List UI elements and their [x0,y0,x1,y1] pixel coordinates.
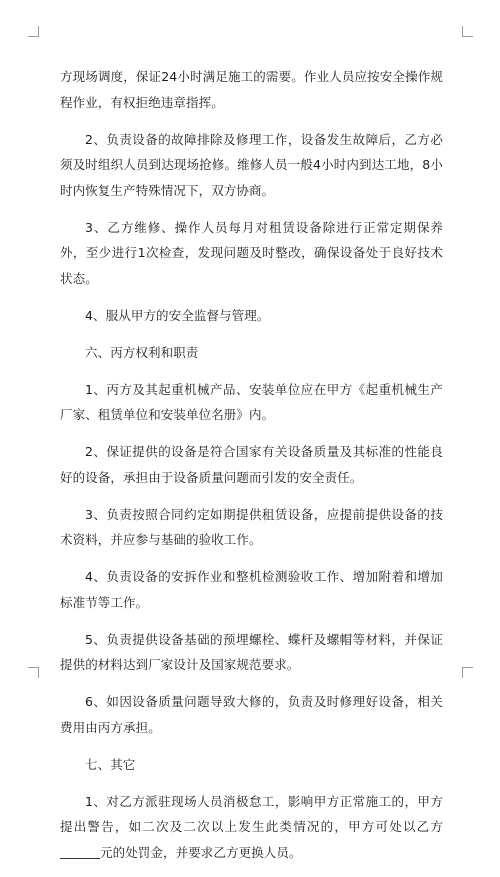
paragraph-7-1-part-1: 1、对乙方派驻现场人员消极怠工，影响甲方正常施工的，甲方提出警告，如二次及二次以上发生此类情况的，甲方可处以乙方 [60,793,443,834]
paragraph-7-1-part-2: 元的处罚金，并要求乙方更换人员。 [100,844,302,860]
document-body [60,64,443,877]
corner-mark-top-right [462,26,473,37]
corner-mark-bottom-left [28,667,39,678]
paragraph-3: 3、乙方维修、操作人员每月对租赁设备除进行正常定期保养外，至少进行1次检查，发现问题及时整改，确保设备处于良好技术状态。 [60,219,443,286]
paragraph-6-4: 4、负责设备的安拆作业和整机检测验收工作、增加附着和增加标准节等工作。 [60,569,443,610]
paragraph-6-5: 5、负责提供设备基础的预埋螺栓、蝶杆及螺帽等材料，并保证提供的材料达到厂家设计及国家规范要求。 [60,631,443,672]
section-heading-6: 六、丙方权利和职责 [85,344,199,360]
paragraph-2: 2、负责设备的故障排除及修理工作，设备发生故障后，乙方必须及时组织人员到达现场抢修。维修人员一般4小时内到达工地，8小时内恢复生产特殊情况下，双方协商。 [60,131,443,198]
paragraph-6-3: 3、负责按照合同约定如期提供租赁设备，应提前提供设备的技术资料，并应参与基础的验收工作。 [60,506,443,547]
paragraph-6-6: 6、如因设备质量问题导致大修的，负责及时修理好设备，相关费用由丙方承担。 [60,694,443,735]
paragraph-1: 方现场调度，保证24小时满足施工的需要。作业人员应按安全操作规程作业，有权拒绝违章指挥。 [60,69,443,110]
penalty-amount-blank [60,844,100,859]
paragraph-6-2: 2、保证提供的设备是符合国家有关设备质量及其标准的性能良好的设备，承担由于设备质量问题而引发的安全责任。 [60,444,443,485]
corner-mark-top-left [28,26,39,37]
paragraph-6-1: 1、丙方及其起重机械产品、安装单位应在甲方《起重机械生产厂家、租赁单位和安装单位名册》内。 [60,381,443,422]
section-heading-7: 七、其它 [85,756,136,772]
corner-mark-bottom-right [462,667,473,678]
paragraph-4: 4、服从甲方的安全监督与管理。 [85,307,270,323]
paragraph-7-1 [60,789,443,866]
